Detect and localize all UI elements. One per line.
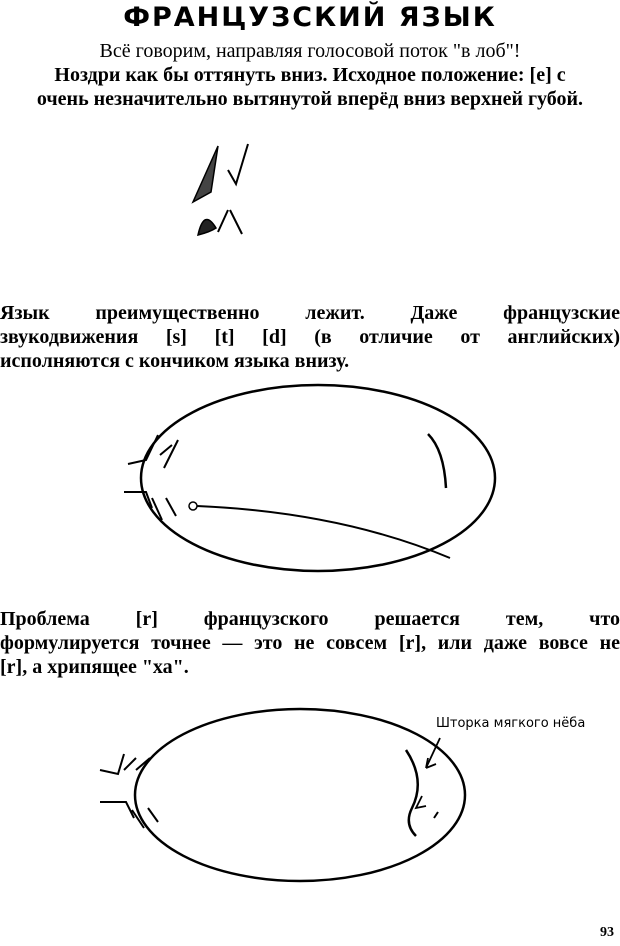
text-line: Ноздри как бы оттянуть вниз. Исходное положение: [e] с — [54, 64, 566, 86]
text-line: исполняются с кончиком языка внизу. — [0, 350, 350, 372]
page-number: 93 — [600, 925, 614, 940]
mouth-diagram-tongue — [0, 380, 620, 600]
text-line: Проблема [r] французского решается тем, что — [0, 608, 620, 630]
lips-diagram — [0, 140, 620, 250]
text-line: очень незначительно вытянутой вперёд вниз верхней губой. — [36, 88, 584, 110]
text-line: звукодвижения [s] [t] [d] (в отличие от английских) — [0, 326, 620, 348]
mouth-diagram-soft-palate — [0, 700, 620, 910]
page-title: ФРАНЦУЗСКИЙ ЯЗЫК — [123, 2, 497, 33]
text-line: Всё говорим, направляя голосовой поток "в лоб"! — [99, 40, 521, 62]
text-line: формулируется точнее — это не совсем [r], или даже вовсе не — [0, 632, 620, 654]
text-line: Язык преимущественно лежит. Даже французские — [0, 302, 620, 324]
soft-palate-caption: Шторка мягкого нёба — [436, 716, 586, 731]
text-line: [r], а хрипящее "ха". — [0, 656, 189, 678]
